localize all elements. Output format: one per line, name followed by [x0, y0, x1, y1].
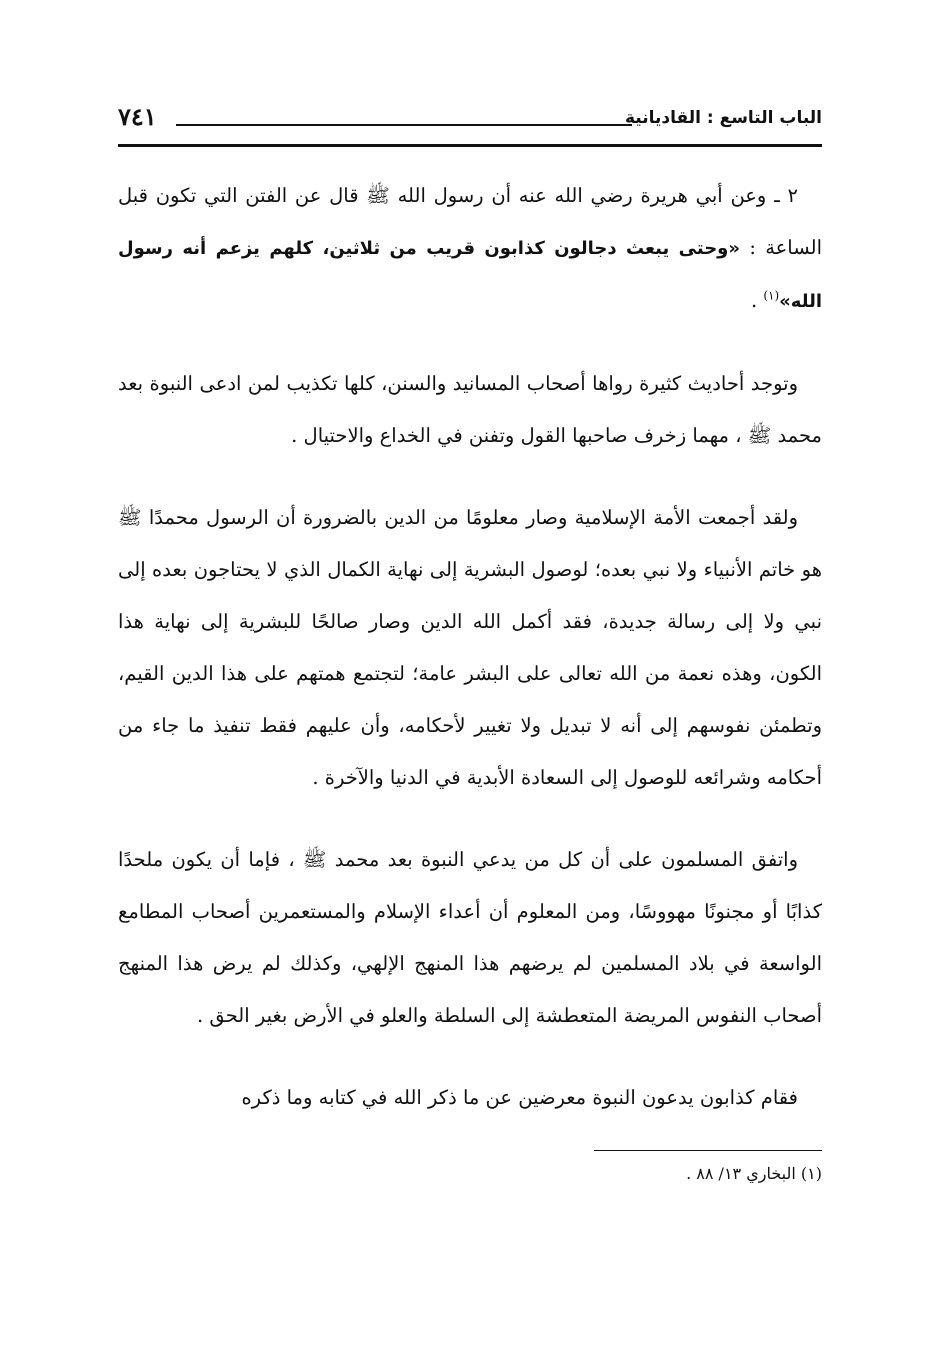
chapter-title: الباب التاسع : القاديانية: [625, 108, 822, 128]
paragraph-3: ولقد أجمعت الأمة الإسلامية وصار معلومًا من الدين بالضرورة أن الرسول محمدًا ﷺ هو خاتم الأنبياء ولا نبي بعده؛ لوصول البشرية إلى نهاية الكمال الذي لا يحتاجون بعده إلى نبي ولا إلى رسالة جديدة، فقد أكمل الله الدين وصار صالحًا للبشرية إلى نهاية هذا الكون، وهذه نعمة من الله تعالى على البشر عامة؛ لتجتمع همتهم على هذا الدين القيم، وتطمئن نفوسهم إلى أنه لا تبديل ولا تغيير لأحكامه، وأن عليهم فقط تنفيذ ما جاء من أحكامه وشرائعه للوصول إلى السعادة الأبدية في الدنيا والآخرة .: [118, 506, 822, 789]
page-header: [118, 100, 822, 134]
page-number: ٧٤١: [118, 102, 157, 131]
paragraph-2: وتوجد أحاديث كثيرة رواها أصحاب المسانيد والسنن، كلها تكذيب لمن ادعى النبوة بعد محمد ﷺ ، مهما زخرف صاحبها القول وتفنن في الخداع والاحتيال .: [118, 372, 822, 447]
hadith-quote: «وحتى يبعث دجالون كذابون قريب من ثلاثين، كلهم يزعم أنه رسول الله»: [118, 238, 822, 312]
paragraph-5: فقام كذابون يدعون النبوة معرضين عن ما ذكر الله في كتابه وما ذكره: [241, 1086, 798, 1109]
footnote-marker: (١): [763, 288, 780, 303]
paragraph-hadith-end: .: [750, 289, 764, 312]
footnote: (١) البخاري ١٣/ ٨٨ .: [686, 1164, 822, 1183]
footnote-rule: [594, 1150, 822, 1151]
paragraph-hadith-intro: ٢ ـ وعن أبي هريرة رضي الله عنه أن رسول الله ﷺ قال عن الفتن التي تكون قبل الساعة :: [118, 184, 822, 259]
header-divider: [118, 144, 822, 147]
paragraph-4: واتفق المسلمون على أن كل من يدعي النبوة بعد محمد ﷺ ، فإما أن يكون ملحدًا كذابًا أو مجنونًا مهووسًا، ومن المعلوم أن أعداء الإسلام والمستعمرين أصحاب المطامع الواسعة في بلاد المسلمين لم يرضهم هذا المنهج الإلهي، وكذلك لم يرض هذا المنهج أصحاب النفوس المريضة المتعطشة إلى السلطة والعلو في الأرض بغير الحق .: [118, 848, 822, 1027]
header-rule: [176, 124, 632, 126]
paragraph-hadith: [118, 170, 822, 328]
body-text: [118, 170, 822, 1124]
